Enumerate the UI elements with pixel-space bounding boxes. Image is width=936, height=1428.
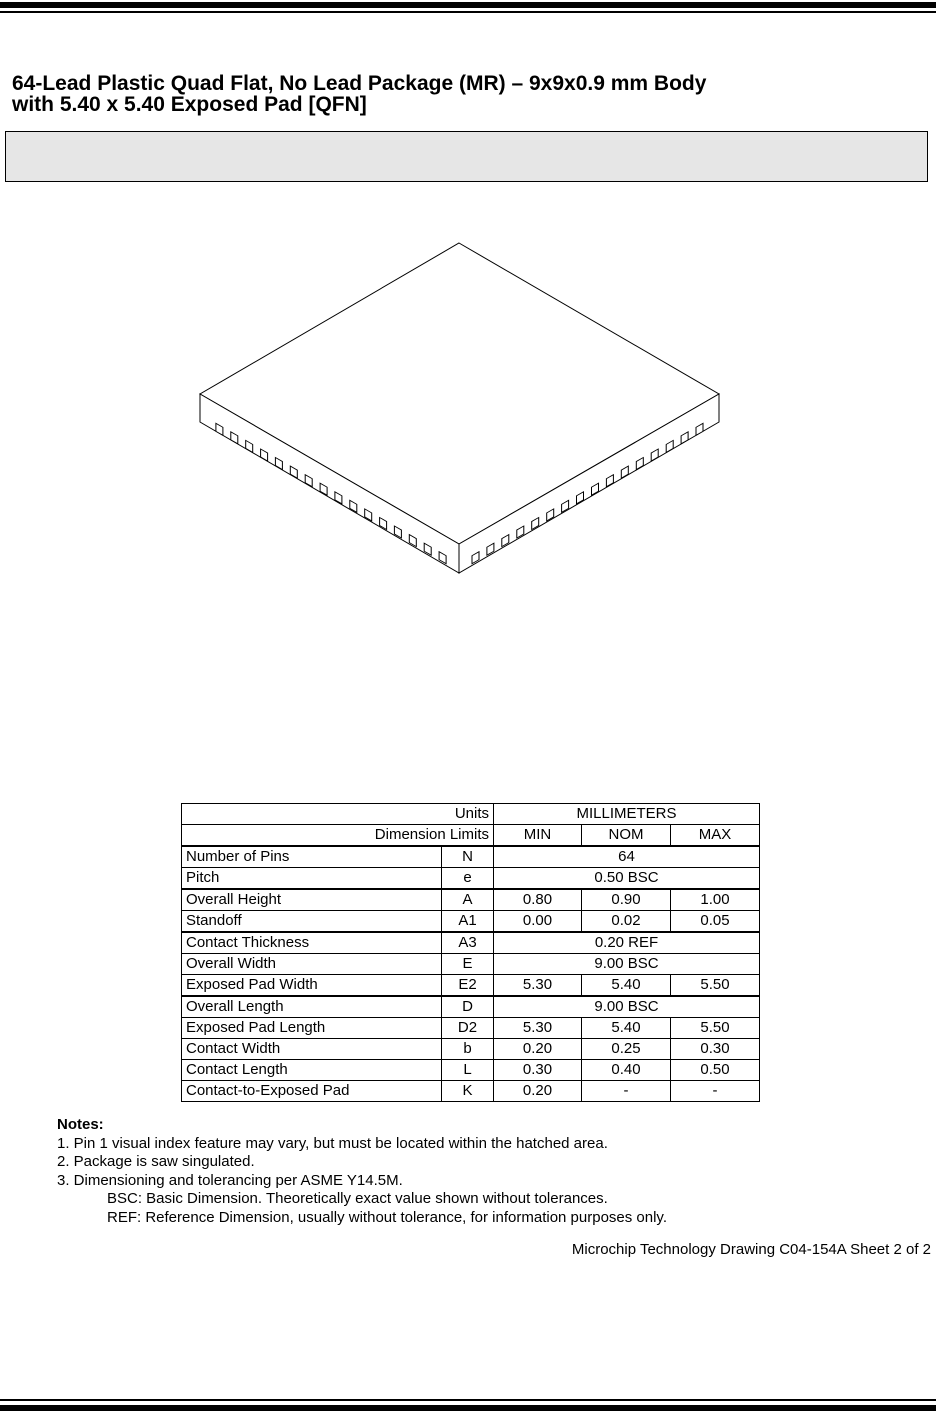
dimension-name: Overall Width — [182, 954, 442, 975]
dimension-value: 64 — [494, 846, 760, 868]
table-row — [182, 1060, 760, 1081]
dimension-min: 0.00 — [494, 911, 582, 933]
dimension-name: Exposed Pad Length — [182, 1018, 442, 1039]
dimension-symbol: A1 — [442, 911, 494, 933]
dimension-value: 0.20 REF — [494, 932, 760, 954]
dimension-value: 0.50 BSC — [494, 868, 760, 890]
dimension-symbol: K — [442, 1081, 494, 1102]
dimension-value: 9.00 BSC — [494, 954, 760, 975]
notes — [57, 1116, 667, 1227]
dimension-table — [181, 803, 760, 1102]
dimension-min: 0.20 — [494, 1039, 582, 1060]
dimension-nom: 0.90 — [582, 889, 671, 911]
package-top-face — [200, 243, 719, 544]
dimension-min: 5.30 — [494, 975, 582, 997]
units-label: Units — [182, 804, 494, 825]
dimension-name: Contact-to-Exposed Pad — [182, 1081, 442, 1102]
dimension-symbol: D — [442, 996, 494, 1018]
units-row — [182, 804, 760, 825]
dimension-max: 1.00 — [671, 889, 760, 911]
dimension-min: 5.30 — [494, 1018, 582, 1039]
dimension-symbol: b — [442, 1039, 494, 1060]
table-row — [182, 975, 760, 997]
table-row — [182, 954, 760, 975]
table-row — [182, 889, 760, 911]
dimension-nom: 0.25 — [582, 1039, 671, 1060]
title-line-1: 64-Lead Plastic Quad Flat, No Lead Package (MR) – 9x9x0.9 mm Body — [12, 72, 707, 95]
dimension-name: Exposed Pad Width — [182, 975, 442, 997]
dimension-name: Pitch — [182, 868, 442, 890]
table-row — [182, 1018, 760, 1039]
dimension-value: 9.00 BSC — [494, 996, 760, 1018]
dimension-min: 0.80 — [494, 889, 582, 911]
limits-label: Dimension Limits — [182, 825, 494, 847]
dimension-name: Number of Pins — [182, 846, 442, 868]
note-3: 3. Dimensioning and tolerancing per ASME Y14.5M. — [57, 1171, 403, 1189]
units-value: MILLIMETERS — [494, 804, 760, 825]
note-2: 2. Package is saw singulated. — [57, 1153, 255, 1170]
dimension-name: Overall Height — [182, 889, 442, 911]
notes-heading: Notes: — [57, 1116, 104, 1133]
table-row — [182, 1081, 760, 1102]
table-row — [182, 932, 760, 954]
dimension-name: Overall Length — [182, 996, 442, 1018]
dimension-name: Contact Thickness — [182, 932, 442, 954]
col-min: MIN — [494, 825, 582, 847]
dimension-symbol: A3 — [442, 932, 494, 954]
dimension-max: 5.50 — [671, 975, 760, 997]
bottom-rule-thick — [0, 1405, 936, 1411]
table-row — [182, 846, 760, 868]
dimension-max: 0.30 — [671, 1039, 760, 1060]
dimension-nom: - — [582, 1081, 671, 1102]
limits-row — [182, 825, 760, 847]
dimension-name: Contact Width — [182, 1039, 442, 1060]
dimension-nom: 5.40 — [582, 975, 671, 997]
title-line-2: with 5.40 x 5.40 Exposed Pad [QFN] — [12, 93, 367, 116]
col-max: MAX — [671, 825, 760, 847]
dimension-max: 0.05 — [671, 911, 760, 933]
dimension-nom: 0.40 — [582, 1060, 671, 1081]
table-row — [182, 1039, 760, 1060]
dimension-nom: 0.02 — [582, 911, 671, 933]
dimension-symbol: D2 — [442, 1018, 494, 1039]
table-row — [182, 996, 760, 1018]
dimension-max: 0.50 — [671, 1060, 760, 1081]
dimension-max: - — [671, 1081, 760, 1102]
dimension-symbol: E2 — [442, 975, 494, 997]
dimension-symbol: L — [442, 1060, 494, 1081]
note-bsc: BSC: Basic Dimension. Theoretically exact value shown without tolerances. — [107, 1190, 608, 1207]
dimension-symbol: A — [442, 889, 494, 911]
dimension-min: 0.30 — [494, 1060, 582, 1081]
note-1: 1. Pin 1 visual index feature may vary, but must be located within the hatched area. — [57, 1134, 608, 1152]
dimension-rows — [182, 846, 760, 1102]
bottom-rule-thin — [0, 1399, 936, 1401]
dimension-symbol: e — [442, 868, 494, 890]
dimension-symbol: N — [442, 846, 494, 868]
note-ref: REF: Reference Dimension, usually without tolerance, for information purposes only. — [107, 1208, 667, 1226]
dimension-min: 0.20 — [494, 1081, 582, 1102]
table-row — [182, 868, 760, 890]
dimension-nom: 5.40 — [582, 1018, 671, 1039]
drawing-reference: Microchip Technology Drawing C04-154A Sheet 2 of 2 — [571, 1241, 931, 1258]
dimension-max: 5.50 — [671, 1018, 760, 1039]
col-nom: NOM — [582, 825, 671, 847]
dimension-symbol: E — [442, 954, 494, 975]
table-row — [182, 911, 760, 933]
dimension-name: Contact Length — [182, 1060, 442, 1081]
dimension-name: Standoff — [182, 911, 442, 933]
